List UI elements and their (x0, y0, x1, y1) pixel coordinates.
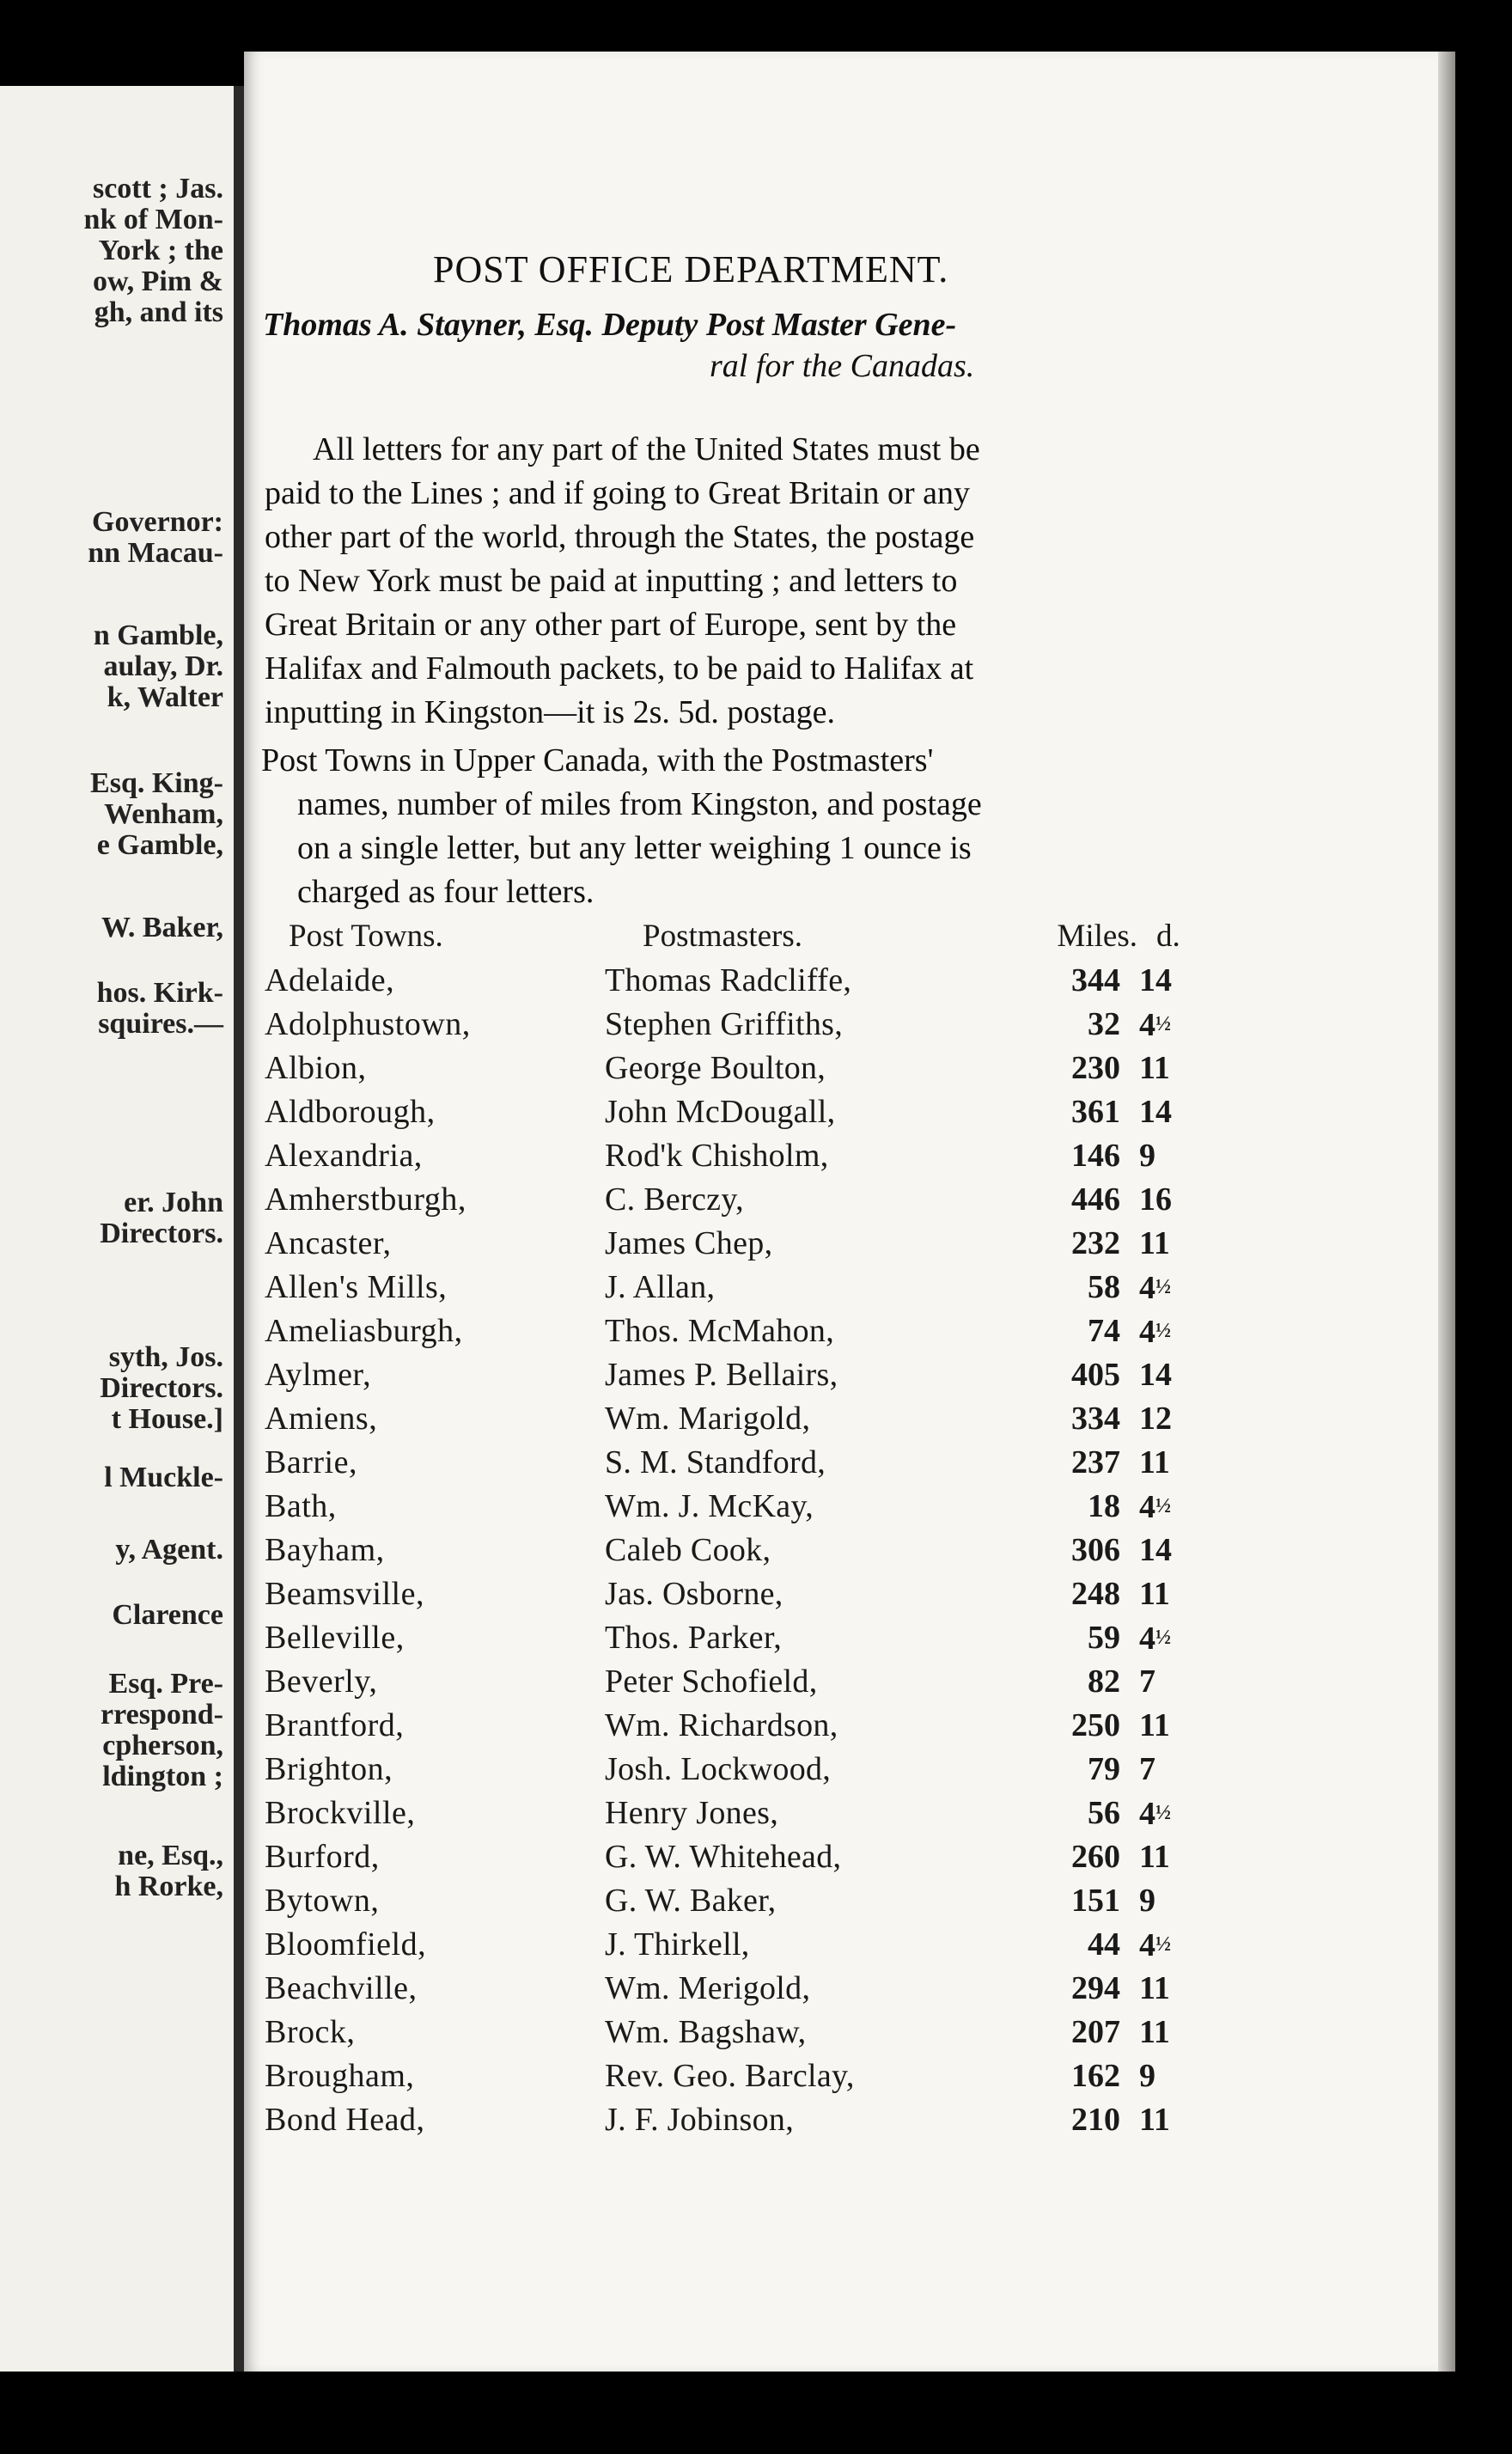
postage-pence (1139, 1529, 1225, 1572)
post-town: Belleville, (265, 1620, 405, 1656)
post-town: Allen's Mills, (265, 1269, 448, 1305)
miles: 56 (1088, 1795, 1120, 1831)
left-page-line: hos. Kirk- (96, 977, 223, 1009)
miles: 230 (1071, 1050, 1120, 1086)
left-page-line: nn Macau- (88, 537, 223, 569)
postage-pence (1139, 1047, 1225, 1090)
header-postmasters: Postmasters. (643, 919, 803, 954)
miles: 306 (1071, 1532, 1120, 1568)
postage-pence (1139, 1792, 1225, 1835)
left-page-line: h Rorke, (114, 1871, 223, 1902)
postage-pence (1139, 2098, 1225, 2141)
postmaster: G. W. Baker, (605, 1883, 777, 1919)
post-towns-table (244, 959, 1438, 2142)
miles: 446 (1071, 1181, 1120, 1218)
miles: 361 (1071, 1094, 1120, 1130)
post-town: Bloomfield, (265, 1926, 427, 1963)
table-row (244, 2011, 1438, 2054)
towns-note (261, 739, 982, 914)
post-town: Aldborough, (265, 1094, 436, 1130)
post-town: Brockville, (265, 1795, 416, 1831)
postmaster: George Boulton, (605, 1050, 826, 1086)
intro-line: inputting in Kingston—it is 2s. 5d. postage. (265, 694, 835, 730)
postage-pence (1139, 1616, 1225, 1660)
postmaster: C. Berczy, (605, 1181, 744, 1218)
postage-pence (1139, 1704, 1225, 1747)
post-town: Bytown, (265, 1883, 380, 1919)
subheading-line-2: ral for the Canadas. (710, 348, 975, 384)
left-page-line: Clarence (112, 1599, 223, 1631)
left-page-line: Directors. (100, 1372, 223, 1404)
miles: 334 (1071, 1401, 1120, 1437)
postmaster: James Chep, (605, 1225, 773, 1261)
table-row (244, 1704, 1438, 1748)
postage-pence (1139, 1835, 1225, 1878)
postage-pence (1139, 1748, 1225, 1791)
miles: 18 (1088, 1488, 1120, 1524)
table-row (244, 1879, 1438, 1923)
header-miles: Miles. (1057, 919, 1137, 954)
table-row (244, 1441, 1438, 1485)
miles: 44 (1088, 1926, 1120, 1963)
left-page-line: rrespond- (101, 1699, 223, 1731)
table-row (244, 959, 1438, 1003)
miles: 207 (1071, 2014, 1120, 2050)
postmaster: Rev. Geo. Barclay, (605, 2058, 855, 2094)
book-gutter (234, 86, 244, 2372)
post-town: Beamsville, (265, 1576, 424, 1612)
post-town: Ancaster, (265, 1225, 392, 1261)
table-row (244, 1222, 1438, 1266)
post-town: Amiens, (265, 1401, 378, 1437)
postage-pence (1139, 1923, 1225, 1967)
towns-note-line: names, number of miles from Kingston, and postage (297, 786, 982, 822)
post-town: Bond Head, (265, 2102, 425, 2138)
left-page-line: aulay, Dr. (103, 650, 223, 682)
towns-note-line: Post Towns in Upper Canada, with the Postmasters' (261, 742, 934, 778)
postage-pence (1139, 2011, 1225, 2054)
left-page-line: cpherson, (102, 1730, 223, 1761)
pence-value: 4 (1139, 1489, 1155, 1525)
header-post-towns: Post Towns. (289, 919, 443, 954)
post-town: Brighton, (265, 1751, 393, 1787)
left-page-line: gh, and its (94, 296, 223, 328)
intro-line: Great Britain or any other part of Europe, sent by the (265, 607, 957, 643)
miles: 210 (1071, 2102, 1120, 2138)
pence-value: 4 (1139, 1007, 1155, 1043)
table-row (244, 1967, 1438, 2011)
miles: 260 (1071, 1839, 1120, 1875)
miles: 82 (1088, 1663, 1120, 1700)
post-town: Aylmer, (265, 1357, 372, 1393)
table-row (244, 2054, 1438, 2098)
postmaster: Thos. Parker, (605, 1620, 783, 1656)
left-page-line: er. John (124, 1187, 223, 1218)
miles: 344 (1071, 962, 1120, 998)
left-page-line: t House.] (111, 1403, 223, 1435)
postage-pence (1139, 1178, 1225, 1221)
table-row (244, 2098, 1438, 2142)
pence-value: 4 (1139, 1621, 1155, 1657)
left-page-line: k, Walter (107, 681, 223, 713)
miles: 146 (1071, 1138, 1120, 1174)
pence-fraction: ½ (1155, 1320, 1171, 1342)
post-town: Beverly, (265, 1663, 378, 1700)
table-row (244, 1529, 1438, 1572)
pence-value: 4 (1139, 1796, 1155, 1832)
pence-fraction: ½ (1155, 1495, 1171, 1517)
intro-line: to New York must be paid at inputting ; and letters to (265, 563, 958, 599)
postage-pence (1139, 1266, 1225, 1309)
postage-pence (1139, 1353, 1225, 1396)
miles: 294 (1071, 1970, 1120, 2006)
miles: 151 (1071, 1883, 1120, 1919)
intro-line: paid to the Lines ; and if going to Great Britain or any (265, 475, 971, 511)
postmaster: J. Thirkell, (605, 1926, 750, 1963)
post-town: Adelaide, (265, 962, 395, 998)
pence-value: 14 (1139, 1357, 1172, 1393)
postmaster: S. M. Standford, (605, 1444, 826, 1480)
right-page (244, 52, 1438, 2372)
postage-pence (1139, 1222, 1225, 1265)
left-page-line: Esq. Pre- (108, 1668, 223, 1700)
post-town: Bath, (265, 1488, 337, 1524)
post-town: Albion, (265, 1050, 367, 1086)
left-page-line: e Gamble, (96, 829, 223, 861)
post-town: Brock, (265, 2014, 356, 2050)
postmaster: John McDougall, (605, 1094, 836, 1130)
pence-fraction: ½ (1155, 1802, 1171, 1824)
post-town: Alexandria, (265, 1138, 423, 1174)
pence-value: 9 (1139, 1138, 1155, 1174)
pence-value: 14 (1139, 1532, 1172, 1568)
pence-value: 11 (1139, 1050, 1170, 1086)
postmaster: Wm. Merigold, (605, 1970, 811, 2006)
left-page-line: Wenham, (104, 798, 223, 830)
miles: 59 (1088, 1620, 1120, 1656)
table-row (244, 1003, 1438, 1047)
table-row (244, 1266, 1438, 1309)
table-row (244, 1923, 1438, 1967)
postmaster: Thos. McMahon, (605, 1313, 835, 1349)
postage-pence (1139, 2054, 1225, 2097)
left-page-line: Directors. (100, 1218, 223, 1249)
pence-value: 7 (1139, 1751, 1155, 1787)
left-page-line: ldington ; (102, 1761, 223, 1792)
pence-fraction: ½ (1155, 1276, 1171, 1298)
postmaster: Wm. Marigold, (605, 1401, 811, 1437)
table-row (244, 1616, 1438, 1660)
post-town: Beachville, (265, 1970, 418, 2006)
left-page-line: Esq. King- (90, 767, 223, 799)
left-page-line: squires.— (98, 1008, 223, 1040)
left-page-line: n Gamble, (93, 620, 223, 651)
page-title: POST OFFICE DEPARTMENT. (433, 248, 949, 290)
postage-pence (1139, 1397, 1225, 1440)
postmaster: James P. Bellairs, (605, 1357, 838, 1393)
table-row (244, 1047, 1438, 1090)
left-page-line: W. Baker, (101, 912, 223, 943)
pence-fraction: ½ (1155, 1933, 1171, 1956)
table-row (244, 1485, 1438, 1529)
postmaster: Peter Schofield, (605, 1663, 818, 1700)
postage-pence (1139, 1485, 1225, 1529)
towns-note-line: charged as four letters. (297, 874, 594, 910)
table-header (244, 918, 1438, 959)
postmaster: G. W. Whitehead, (605, 1839, 842, 1875)
page-edge (1438, 52, 1455, 2372)
postage-pence (1139, 1879, 1225, 1922)
pence-value: 4 (1139, 1314, 1155, 1350)
pence-value: 7 (1139, 1663, 1155, 1700)
left-page-line: y, Agent. (115, 1534, 223, 1566)
intro-paragraph (265, 428, 980, 735)
pence-value: 4 (1139, 1270, 1155, 1306)
table-row (244, 1748, 1438, 1792)
postmaster: Thomas Radcliffe, (605, 962, 852, 998)
postage-pence (1139, 959, 1225, 1002)
postmaster: Rod'k Chisholm, (605, 1138, 829, 1174)
left-page-line: Governor: (92, 506, 223, 538)
postage-pence (1139, 1134, 1225, 1177)
table-row (244, 1090, 1438, 1134)
left-page-line: l Muckle- (104, 1462, 223, 1493)
table-row (244, 1134, 1438, 1178)
pence-value: 12 (1139, 1401, 1172, 1437)
post-town: Amherstburgh, (265, 1181, 466, 1218)
miles: 162 (1071, 2058, 1120, 2094)
postage-pence (1139, 1309, 1225, 1353)
miles: 74 (1088, 1313, 1120, 1349)
miles: 248 (1071, 1576, 1120, 1612)
pence-value: 14 (1139, 1094, 1172, 1130)
miles: 79 (1088, 1751, 1120, 1787)
post-town: Adolphustown, (265, 1006, 471, 1042)
pence-value: 4 (1139, 1927, 1155, 1963)
post-town: Ameliasburgh, (265, 1313, 463, 1349)
postage-pence (1139, 1967, 1225, 2010)
miles: 232 (1071, 1225, 1120, 1261)
postage-pence (1139, 1003, 1225, 1047)
postage-pence (1139, 1572, 1225, 1615)
postmaster: Stephen Griffiths, (605, 1006, 844, 1042)
pence-value: 11 (1139, 1839, 1170, 1875)
postmaster: Wm. Bagshaw, (605, 2014, 807, 2050)
miles: 250 (1071, 1707, 1120, 1743)
pence-value: 14 (1139, 962, 1172, 998)
pence-value: 11 (1139, 1444, 1170, 1480)
subheading-line-1: Thomas A. Stayner, Esq. Deputy Post Master Gene- (263, 307, 957, 343)
post-town: Bayham, (265, 1532, 385, 1568)
postmaster: Josh. Lockwood, (605, 1751, 832, 1787)
postmaster: Caleb Cook, (605, 1532, 771, 1568)
header-pence: d. (1156, 919, 1180, 954)
post-town: Brantford, (265, 1707, 405, 1743)
miles: 58 (1088, 1269, 1120, 1305)
postage-pence (1139, 1441, 1225, 1484)
pence-fraction: ½ (1155, 1627, 1171, 1649)
table-row (244, 1178, 1438, 1222)
postmaster: Henry Jones, (605, 1795, 779, 1831)
pence-value: 11 (1139, 1225, 1170, 1261)
pence-fraction: ½ (1155, 1013, 1171, 1035)
left-page-line: nk of Mon- (83, 204, 223, 235)
miles: 237 (1071, 1444, 1120, 1480)
miles: 405 (1071, 1357, 1120, 1393)
table-row (244, 1353, 1438, 1397)
postmaster: Jas. Osborne, (605, 1576, 783, 1612)
left-page-fragment (0, 86, 234, 2372)
pence-value: 11 (1139, 2014, 1170, 2050)
table-row (244, 1397, 1438, 1441)
postage-pence (1139, 1090, 1225, 1133)
post-town: Burford, (265, 1839, 380, 1875)
pence-value: 11 (1139, 1707, 1170, 1743)
left-page-line: ow, Pim & (92, 266, 223, 297)
post-town: Brougham, (265, 2058, 415, 2094)
table-row (244, 1660, 1438, 1704)
postmaster: Wm. Richardson, (605, 1707, 838, 1743)
postmaster: Wm. J. McKay, (605, 1488, 814, 1524)
postmaster: J. F. Jobinson, (605, 2102, 795, 2138)
postmaster: J. Allan, (605, 1269, 716, 1305)
intro-line: All letters for any part of the United States must be (313, 431, 980, 467)
postage-pence (1139, 1660, 1225, 1703)
left-page-line: York ; the (98, 235, 223, 266)
post-town: Barrie, (265, 1444, 357, 1480)
table-row (244, 1309, 1438, 1353)
intro-line: Halifax and Falmouth packets, to be paid to Halifax at (265, 650, 974, 687)
table-row (244, 1572, 1438, 1616)
pence-value: 16 (1139, 1181, 1172, 1218)
pence-value: 11 (1139, 1970, 1170, 2006)
pence-value: 11 (1139, 1576, 1170, 1612)
left-page-line: scott ; Jas. (92, 173, 223, 204)
pence-value: 9 (1139, 2058, 1155, 2094)
intro-line: other part of the world, through the States, the postage (265, 519, 975, 555)
table-row (244, 1792, 1438, 1835)
table-row (244, 1835, 1438, 1879)
pence-value: 11 (1139, 2102, 1170, 2138)
pence-value: 9 (1139, 1883, 1155, 1919)
towns-note-line: on a single letter, but any letter weighing 1 ounce is (297, 830, 972, 866)
miles: 32 (1088, 1006, 1120, 1042)
left-page-line: syth, Jos. (108, 1341, 223, 1373)
left-page-line: ne, Esq., (118, 1840, 223, 1871)
